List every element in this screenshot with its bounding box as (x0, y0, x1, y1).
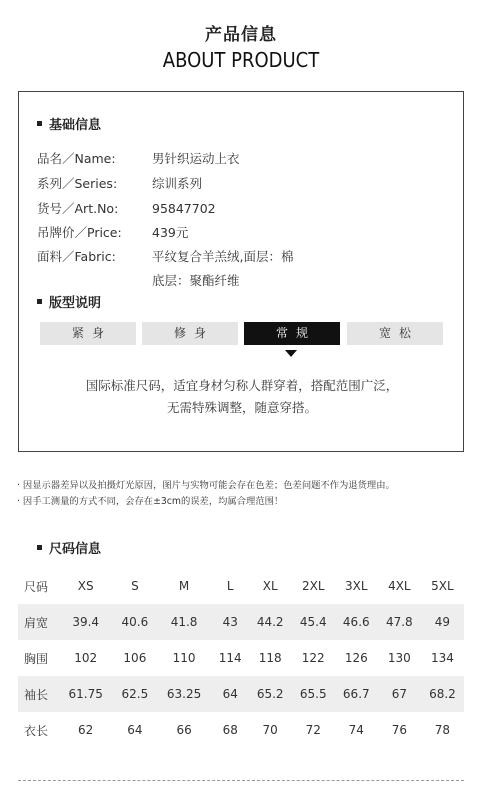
size-header-cell: 尺码 (24, 579, 49, 594)
fit-heading (37, 292, 101, 311)
size-cell: 46.6 (335, 604, 378, 640)
size-info-heading (37, 538, 101, 557)
size-cell: 41.8 (156, 604, 211, 640)
size-cell: 102 (74, 651, 98, 665)
size-cell: 66 (176, 723, 192, 737)
fit-scale (40, 322, 443, 345)
size-cell: 39.4 (58, 604, 113, 640)
size-cell: 62.5 (113, 676, 156, 712)
square-bullet-icon (37, 545, 42, 550)
size-table-row (18, 712, 464, 748)
info-value: 男针织运动上衣 (152, 151, 240, 166)
size-cell: 64 (212, 676, 249, 712)
size-table-row (18, 640, 464, 676)
page-subtitle: ABOUT PRODUCT (162, 48, 320, 72)
size-cell: 47.8 (378, 604, 421, 640)
info-row-series (37, 174, 202, 192)
size-info-heading-text: 尺码信息 (49, 542, 102, 557)
size-cell: 134 (430, 651, 454, 665)
square-bullet-icon (37, 299, 42, 304)
info-value: 95847702 (152, 201, 216, 216)
info-label: 品名／Name: (37, 151, 116, 166)
fit-option-regular: 常规 (244, 322, 340, 345)
size-cell: 63.25 (156, 676, 211, 712)
size-cell: 130 (387, 651, 411, 665)
fit-option-slim: 修身 (142, 322, 238, 345)
size-header-cell: XL (262, 579, 278, 593)
size-cell: 40.6 (113, 604, 156, 640)
size-table-row (18, 676, 464, 712)
size-table (18, 568, 464, 748)
size-cell: 44.2 (249, 604, 292, 640)
square-bullet-icon (37, 121, 42, 126)
fit-option-loose: 宽松 (347, 322, 443, 345)
size-cell: 65.5 (292, 676, 335, 712)
size-row-label: 袖长 (18, 676, 58, 712)
fit-heading-text: 版型说明 (49, 296, 102, 311)
fit-option-tight: 紧身 (40, 322, 136, 345)
info-row-fabric (37, 247, 293, 265)
size-header-cell: 2XL (301, 579, 325, 593)
size-cell: 49 (421, 604, 464, 640)
size-cell: 68.2 (421, 676, 464, 712)
size-cell: 72 (305, 723, 321, 737)
size-cell: 65.2 (249, 676, 292, 712)
size-cell: 74 (348, 723, 364, 737)
size-header-cell: XS (77, 579, 94, 593)
size-header-cell: 3XL (345, 579, 368, 593)
basic-info-heading-text: 基础信息 (49, 118, 102, 133)
info-row-name (37, 149, 240, 167)
size-row-label: 衣长 (24, 723, 49, 738)
disclaimer-notes (17, 478, 395, 510)
size-header-cell: S (131, 579, 139, 593)
size-cell: 76 (391, 723, 407, 737)
size-header-cell: L (226, 579, 234, 593)
size-cell: 64 (127, 723, 143, 737)
size-row-label: 胸围 (24, 651, 49, 666)
size-cell: 66.7 (335, 676, 378, 712)
info-row-price (37, 223, 188, 241)
size-header-cell: M (178, 579, 190, 593)
info-value: 439元 (152, 225, 189, 240)
info-value: 底层：聚酯纤维 (152, 273, 240, 288)
size-cell: 114 (218, 651, 242, 665)
fit-indicator-arrow-icon (285, 350, 297, 357)
fit-description (19, 375, 465, 419)
size-cell: 122 (301, 651, 325, 665)
size-table-row (18, 604, 464, 640)
size-row-label: 肩宽 (18, 604, 58, 640)
fit-description-line: 无需特殊调整，随意穿搭。 (166, 400, 317, 415)
size-table-header-row (18, 568, 464, 604)
info-value: 平纹复合羊羔绒,面层：棉 (152, 249, 294, 264)
page-title: 产品信息 (205, 25, 277, 45)
size-cell: 110 (172, 651, 196, 665)
size-cell: 118 (258, 651, 282, 665)
size-cell: 126 (344, 651, 368, 665)
info-label: 货号／Art.No: (37, 201, 119, 216)
info-label: 面料／Fabric: (37, 249, 116, 264)
size-header-cell: 5XL (431, 579, 454, 593)
disclaimer-note: · 因显示器差异以及拍摄灯光原因，图片与实物可能会存在色差；色差问题不作为退货理由。 (17, 480, 395, 491)
size-cell: 45.4 (292, 604, 335, 640)
info-value: 综训系列 (152, 176, 203, 191)
size-header-cell: 4XL (388, 579, 411, 593)
size-cell: 62 (78, 723, 94, 737)
size-cell: 43 (212, 604, 249, 640)
size-cell: 78 (434, 723, 451, 737)
product-info-box (18, 91, 464, 452)
info-row-artno (37, 199, 216, 217)
size-cell: 70 (262, 723, 278, 737)
fit-description-line: 国际标准尺码，适宜身材匀称人群穿着，搭配范围广泛， (85, 378, 399, 393)
bottom-divider (18, 780, 464, 781)
info-row-fabric-continued (37, 271, 240, 289)
size-cell: 61.75 (58, 676, 113, 712)
size-cell: 68 (222, 723, 238, 737)
info-label: 系列／Series: (37, 176, 118, 191)
basic-info-heading (37, 114, 101, 133)
disclaimer-note: · 因手工测量的方式不同，会存在±3cm的误差，均属合理范围！ (17, 496, 284, 507)
info-label: 吊牌价／Price: (37, 225, 122, 240)
size-cell: 67 (378, 676, 421, 712)
size-cell: 106 (123, 651, 147, 665)
